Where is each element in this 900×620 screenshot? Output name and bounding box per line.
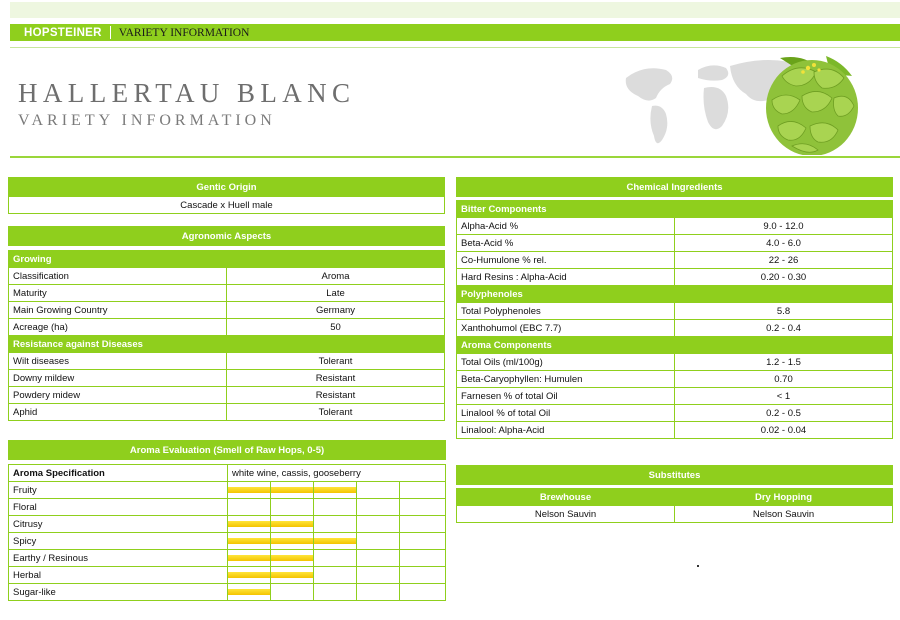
aroma-comp-label: Linalool: Alpha-Acid bbox=[457, 422, 675, 439]
genetic-origin-title: Gentic Origin bbox=[9, 178, 445, 197]
aroma-score-cell bbox=[400, 550, 446, 567]
bitter-value: 0.20 - 0.30 bbox=[675, 269, 893, 286]
table-row bbox=[9, 482, 446, 499]
table-row bbox=[457, 388, 893, 405]
aroma-comp-label: Farnesen % of total Oil bbox=[457, 388, 675, 405]
growing-value: Late bbox=[227, 285, 445, 302]
table-row bbox=[9, 465, 446, 482]
aroma-comp-value: 0.2 - 0.5 bbox=[675, 405, 893, 422]
aroma-score-cell bbox=[357, 550, 400, 567]
aroma-score-bar bbox=[271, 555, 314, 561]
aroma-comp-label: Total Oils (ml/100g) bbox=[457, 354, 675, 371]
agronomic-panel bbox=[8, 226, 445, 421]
table-row bbox=[9, 387, 445, 404]
growing-value: Germany bbox=[227, 302, 445, 319]
aroma-score-bar bbox=[228, 589, 271, 595]
aroma-score-cell bbox=[271, 584, 314, 601]
substitutes-title: Substitutes bbox=[457, 466, 893, 485]
aroma-label: Fruity bbox=[9, 482, 228, 499]
aroma-score-cell bbox=[314, 567, 357, 584]
bitter-label: Co-Humulone % rel. bbox=[457, 252, 675, 269]
table-row bbox=[457, 320, 893, 337]
aroma-score-cell bbox=[400, 499, 446, 516]
chemical-title: Chemical Ingredients bbox=[457, 178, 893, 197]
header-rule bbox=[10, 156, 900, 158]
table-row bbox=[457, 269, 893, 286]
aroma-spec-value: white wine, cassis, gooseberry bbox=[228, 465, 446, 482]
aroma-score-cell bbox=[228, 516, 271, 533]
aroma-score-bar bbox=[271, 572, 314, 578]
resistance-label: Downy mildew bbox=[9, 370, 227, 387]
aroma-score-cell bbox=[314, 516, 357, 533]
growing-subheader: Growing bbox=[9, 251, 445, 268]
resistance-label: Aphid bbox=[9, 404, 227, 421]
page-title: HALLERTAU BLANC bbox=[18, 78, 356, 108]
aroma-score-cell bbox=[314, 550, 357, 567]
page-subtitle: VARIETY INFORMATION bbox=[18, 112, 276, 129]
resistance-value: Tolerant bbox=[227, 353, 445, 370]
table-row bbox=[9, 285, 445, 302]
table-row bbox=[457, 405, 893, 422]
aroma-score-bar bbox=[271, 487, 314, 493]
table-row bbox=[9, 268, 445, 285]
aroma-score-cell bbox=[228, 550, 271, 567]
aroma-score-cell bbox=[357, 584, 400, 601]
aroma-score-cell bbox=[400, 567, 446, 584]
aroma-spec-label: Aroma Specification bbox=[9, 465, 228, 482]
table-row bbox=[457, 303, 893, 320]
section-label: VARIETY INFORMATION bbox=[118, 26, 250, 39]
aroma-comp-value: 1.2 - 1.5 bbox=[675, 354, 893, 371]
aroma-score-bar bbox=[228, 538, 271, 544]
substitutes-dry-hopping-value: Nelson Sauvin bbox=[675, 506, 893, 523]
growing-label: Maturity bbox=[9, 285, 227, 302]
table-row bbox=[457, 235, 893, 252]
table-row bbox=[457, 506, 893, 523]
aroma-score-bar bbox=[314, 538, 357, 544]
aroma-comp-label: Linalool % of total Oil bbox=[457, 405, 675, 422]
bitter-subheader: Bitter Components bbox=[457, 201, 893, 218]
growing-value: 50 bbox=[227, 319, 445, 336]
table-row bbox=[457, 252, 893, 269]
poly-value: 0.2 - 0.4 bbox=[675, 320, 893, 337]
growing-label: Acreage (ha) bbox=[9, 319, 227, 336]
resistance-label: Powdery midew bbox=[9, 387, 227, 404]
table-row bbox=[457, 354, 893, 371]
chemical-panel bbox=[456, 177, 893, 439]
aroma-score-cell bbox=[357, 567, 400, 584]
table-row bbox=[9, 499, 446, 516]
aroma-score-bar bbox=[228, 572, 271, 578]
aroma-score-cell bbox=[228, 533, 271, 550]
growing-value: Aroma bbox=[227, 268, 445, 285]
genetic-origin-value: Cascade x Huell male bbox=[9, 197, 445, 214]
aroma-label: Spicy bbox=[9, 533, 228, 550]
aroma-score-cell bbox=[400, 516, 446, 533]
aroma-score-cell bbox=[228, 567, 271, 584]
aroma-comp-value: 0.70 bbox=[675, 371, 893, 388]
aroma-comp-value: 0.02 - 0.04 bbox=[675, 422, 893, 439]
growing-label: Classification bbox=[9, 268, 227, 285]
substitutes-brewhouse-value: Nelson Sauvin bbox=[457, 506, 675, 523]
world-map-hop-illustration bbox=[612, 48, 900, 155]
substitutes-panel bbox=[456, 465, 893, 523]
aroma-score-cell bbox=[357, 533, 400, 550]
aroma-label: Floral bbox=[9, 499, 228, 516]
aroma-score-cell bbox=[228, 482, 271, 499]
aroma-score-cell bbox=[400, 584, 446, 601]
resistance-value: Tolerant bbox=[227, 404, 445, 421]
aroma-score-cell bbox=[357, 482, 400, 499]
agronomic-title: Agronomic Aspects bbox=[9, 227, 445, 246]
poly-label: Total Polyphenoles bbox=[457, 303, 675, 320]
aroma-score-cell bbox=[314, 533, 357, 550]
table-row bbox=[9, 370, 445, 387]
brand-name: HOPSTEINER bbox=[24, 26, 102, 39]
bitter-label: Beta-Acid % bbox=[457, 235, 675, 252]
aroma-score-cell bbox=[357, 499, 400, 516]
aroma-score-cell bbox=[314, 499, 357, 516]
aroma-evaluation-panel bbox=[8, 440, 445, 601]
resistance-value: Resistant bbox=[227, 387, 445, 404]
bitter-value: 22 - 26 bbox=[675, 252, 893, 269]
aroma-score-cell bbox=[271, 499, 314, 516]
aroma-score-cell bbox=[271, 482, 314, 499]
table-row bbox=[9, 353, 445, 370]
stray-dot bbox=[697, 565, 699, 567]
aroma-score-bar bbox=[314, 487, 357, 493]
aroma-score-bar bbox=[228, 521, 271, 527]
aroma-score-cell bbox=[314, 482, 357, 499]
substitutes-col-dry-hopping: Dry Hopping bbox=[675, 489, 893, 506]
aroma-comp-value: < 1 bbox=[675, 388, 893, 405]
aroma-label: Citrusy bbox=[9, 516, 228, 533]
table-row bbox=[9, 302, 445, 319]
aroma-label: Herbal bbox=[9, 567, 228, 584]
aroma-components-subheader: Aroma Components bbox=[457, 337, 893, 354]
table-row bbox=[9, 516, 446, 533]
table-row bbox=[9, 533, 446, 550]
table-row bbox=[457, 422, 893, 439]
poly-value: 5.8 bbox=[675, 303, 893, 320]
resistance-subheader: Resistance against Diseases bbox=[9, 336, 445, 353]
aroma-label: Earthy / Resinous bbox=[9, 550, 228, 567]
aroma-score-cell bbox=[271, 516, 314, 533]
genetic-origin-panel bbox=[8, 177, 445, 214]
bitter-label: Hard Resins : Alpha-Acid bbox=[457, 269, 675, 286]
brand-bar bbox=[10, 24, 900, 41]
aroma-score-cell bbox=[271, 567, 314, 584]
aroma-score-cell bbox=[314, 584, 357, 601]
top-strip bbox=[10, 2, 900, 18]
aroma-evaluation-title: Aroma Evaluation (Smell of Raw Hops, 0-5) bbox=[9, 441, 446, 460]
substitutes-col-brewhouse: Brewhouse bbox=[457, 489, 675, 506]
resistance-value: Resistant bbox=[227, 370, 445, 387]
aroma-comp-label: Beta-Caryophyllen: Humulen bbox=[457, 371, 675, 388]
table-row bbox=[9, 567, 446, 584]
aroma-score-cell bbox=[357, 516, 400, 533]
table-row bbox=[457, 371, 893, 388]
growing-label: Main Growing Country bbox=[9, 302, 227, 319]
aroma-score-cell bbox=[400, 533, 446, 550]
table-row bbox=[9, 319, 445, 336]
aroma-score-cell bbox=[400, 482, 446, 499]
table-row bbox=[9, 550, 446, 567]
polyphenoles-subheader: Polyphenoles bbox=[457, 286, 893, 303]
brand-separator bbox=[110, 26, 111, 39]
resistance-label: Wilt diseases bbox=[9, 353, 227, 370]
table-row bbox=[9, 584, 446, 601]
aroma-score-bar bbox=[228, 487, 271, 493]
aroma-score-cell bbox=[228, 584, 271, 601]
bitter-label: Alpha-Acid % bbox=[457, 218, 675, 235]
aroma-label: Sugar-like bbox=[9, 584, 228, 601]
aroma-score-cell bbox=[271, 550, 314, 567]
table-row bbox=[457, 218, 893, 235]
aroma-score-cell bbox=[271, 533, 314, 550]
table-row bbox=[9, 404, 445, 421]
aroma-score-bar bbox=[228, 555, 271, 561]
aroma-score-cell bbox=[228, 499, 271, 516]
aroma-score-bar bbox=[271, 538, 314, 544]
bitter-value: 9.0 - 12.0 bbox=[675, 218, 893, 235]
aroma-score-bar bbox=[271, 521, 314, 527]
poly-label: Xanthohumol (EBC 7.7) bbox=[457, 320, 675, 337]
bitter-value: 4.0 - 6.0 bbox=[675, 235, 893, 252]
